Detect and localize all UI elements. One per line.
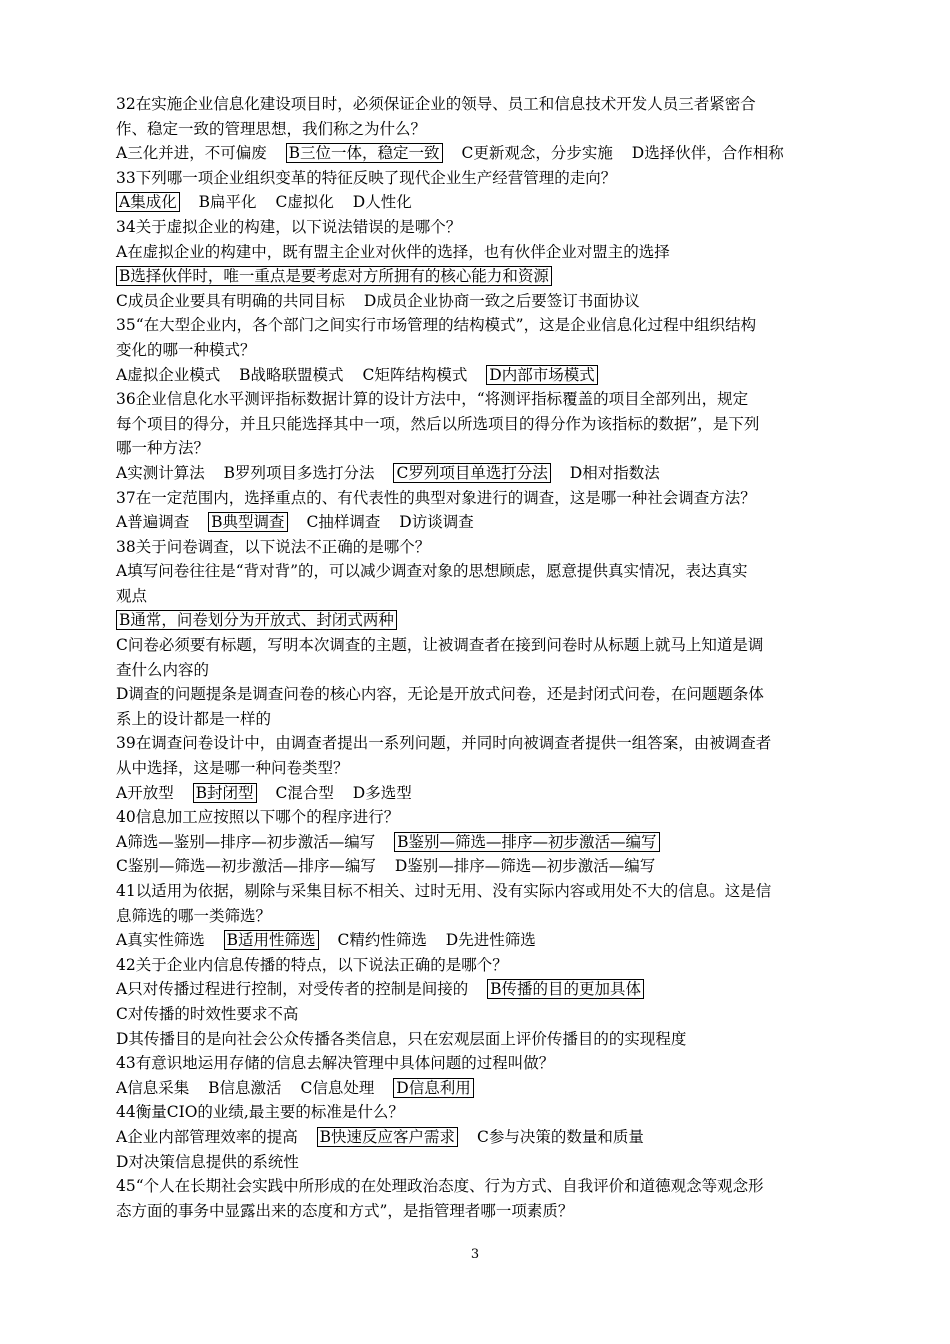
- question-36-stem-cont2: 哪一种方法？: [116, 439, 210, 458]
- question-34-stem: 34关于虚拟企业的构建，以下说法错误的是哪个？: [116, 217, 462, 236]
- answer-option-b: B封闭型: [193, 783, 257, 803]
- option-c: C鉴别—筛选—初步激活—排序—编写: [116, 857, 376, 876]
- option-a: A开放型: [116, 783, 174, 802]
- option-a: A只对传播过程进行控制，对受传者的控制是间接的: [116, 980, 469, 999]
- answer-option-b: B三位一体，稳定一致: [286, 143, 443, 163]
- option-d: D成员企业协商一致之后要签订书面协议: [363, 291, 640, 310]
- option-b: B罗列项目多选打分法: [223, 463, 375, 482]
- option-c: C参与决策的数量和质量: [476, 1127, 644, 1146]
- option-d: D人性化: [352, 193, 412, 212]
- question-38-option-c: C问卷必须要有标题，写明本次调查的主题，让被调查者在接到问卷时从标题上就马上知道是调: [116, 636, 764, 655]
- question-34-options-cd: [116, 289, 846, 314]
- question-42-options-ab: [116, 977, 846, 1002]
- option-c: C成员企业要具有明确的共同目标: [116, 291, 345, 310]
- option-d: D访谈调查: [399, 513, 474, 532]
- question-38-option-d: D调查的问题提条是调查问卷的核心内容，无论是开放式问卷，还是封闭式问卷，在问题题条体: [116, 685, 764, 704]
- option-b: B扁平化: [198, 193, 257, 212]
- option-c: C虚拟化: [275, 193, 334, 212]
- question-39-stem-cont: 从中选择，这是哪一种问卷类型？: [116, 759, 349, 778]
- question-37-options: [116, 510, 846, 535]
- answer-option-b: B传播的目的更加具体: [487, 979, 644, 999]
- question-45-stem: 45“个人在长期社会实践中所形成的在处理政治态度、行为方式、自我评价和道德观念等观念形: [116, 1177, 764, 1196]
- option-c: C混合型: [275, 783, 334, 802]
- question-41-options: [116, 928, 846, 953]
- question-42-option-c: C对传播的时效性要求不高: [116, 1004, 299, 1023]
- question-38-option-b-line: [116, 608, 846, 633]
- option-a: A信息采集: [116, 1078, 190, 1097]
- answer-option-b: B适用性筛选: [224, 930, 319, 950]
- option-d: D选择伙伴，合作相称: [631, 144, 784, 163]
- question-36-stem-cont: 每个项目的得分，并且只能选择其中一项，然后以所选项目的得分作为该指标的数据”，是下列: [116, 414, 760, 433]
- option-c: C信息处理: [300, 1078, 375, 1097]
- answer-option-b: B典型调查: [208, 512, 287, 532]
- question-39-stem: 39在调查问卷设计中，由调查者提出一系列问题，并同时向被调查者提供一组答案，由被调查者: [116, 734, 772, 753]
- question-36-stem: 36企业信息化水平测评指标数据计算的设计方法中，“将测评指标覆盖的项目全部列出，规定: [116, 390, 749, 409]
- option-b: B信息激活: [208, 1078, 282, 1097]
- question-43-options: [116, 1076, 846, 1101]
- option-d: D相对指数法: [569, 463, 660, 482]
- answer-option-d: D内部市场模式: [486, 365, 597, 385]
- option-a: A企业内部管理效率的提高: [116, 1127, 298, 1146]
- option-d: D先进性筛选: [445, 931, 536, 950]
- question-32-stem: 32在实施企业信息化建设项目时，必须保证企业的领导、员工和信息技术开发人员三者紧密合: [116, 95, 756, 113]
- question-40-options-ab: [116, 830, 846, 855]
- option-d: D鉴别—排序—筛选—初步激活—编写: [394, 857, 656, 876]
- question-41-stem-cont: 息筛选的哪一类筛选？: [116, 906, 272, 925]
- option-a: A实测计算法: [116, 463, 205, 482]
- answer-option-b: B通常，问卷划分为开放式、封闭式两种: [116, 610, 397, 630]
- option-c: C矩阵结构模式: [362, 365, 468, 384]
- question-34-option-a: A在虚拟企业的构建中，既有盟主企业对伙伴的选择，也有伙伴企业对盟主的选择: [116, 242, 670, 261]
- question-35-options: [116, 363, 846, 388]
- question-42-option-d: D其传播目的是向社会公众传播各类信息，只在宏观层面上评价传播目的的实现程度: [116, 1029, 687, 1048]
- question-34-option-b-line: [116, 264, 846, 289]
- question-44-options-abc: [116, 1125, 846, 1150]
- question-44-option-d: D对决策信息提供的系统性: [116, 1152, 299, 1171]
- answer-option-b: B选择伙伴时，唯一重点是要考虑对方所拥有的核心能力和资源: [116, 266, 552, 286]
- answer-option-b: B快速反应客户需求: [317, 1127, 458, 1147]
- question-40-stem: 40信息加工应按照以下哪个的程序进行？: [116, 808, 400, 827]
- answer-option-d: D信息利用: [393, 1078, 473, 1098]
- question-38-option-c-cont: 查什么内容的: [116, 660, 210, 679]
- option-a: A三化并进，不可偏废: [116, 144, 267, 163]
- question-38-option-a-cont: 观点: [116, 586, 148, 605]
- question-33-stem: 33下列哪一项企业组织变革的特征反映了现代企业生产经营管理的走向？: [116, 168, 617, 187]
- option-c: C精约性筛选: [337, 931, 427, 950]
- question-36-options: [116, 461, 846, 486]
- option-c: C更新观念，分步实施: [461, 144, 613, 163]
- question-38-stem: 38关于问卷调查，以下说法不正确的是哪个？: [116, 537, 431, 556]
- answer-option-c: C罗列项目单选打分法: [393, 463, 550, 483]
- question-38-option-a: A填写问卷往往是“背对背”的，可以减少调查对象的思想顾虑，愿意提供真实情况，表达真实: [116, 562, 748, 581]
- option-a: A普遍调查: [116, 513, 190, 532]
- question-40-options-cd: [116, 854, 846, 879]
- question-39-options: [116, 781, 846, 806]
- answer-option-b: B鉴别—筛选—排序—初步激活—编写: [394, 832, 659, 852]
- question-44-stem: 44衡量CIO的业绩,最主要的标准是什么？: [116, 1103, 404, 1122]
- option-a: A虚拟企业模式: [116, 365, 221, 384]
- question-38-option-d-cont: 系上的设计都是一样的: [116, 709, 272, 728]
- answer-option-a: A集成化: [116, 192, 180, 212]
- question-35-stem: 35“在大型企业内，各个部门之间实行市场管理的结构模式”，这是企业信息化过程中组织结构: [116, 316, 757, 335]
- question-32-options: [116, 141, 846, 166]
- option-b: B战略联盟模式: [239, 365, 344, 384]
- question-37-stem: 37在一定范围内，选择重点的、有代表性的典型对象进行的调查，这是哪一种社会调查方法？: [116, 488, 756, 507]
- question-list: [116, 92, 846, 1223]
- option-a: A筛选—鉴别—排序—初步激活—编写: [116, 832, 376, 851]
- question-41-stem: 41以适用为依据，剔除与采集目标不相关、过时无用、没有实际内容或用处不大的信息。这是信: [116, 882, 772, 900]
- question-43-stem: 43有意识地运用存储的信息去解决管理中具体问题的过程叫做？: [116, 1054, 555, 1073]
- question-35-stem-cont: 变化的哪一种模式？: [116, 340, 256, 359]
- question-42-stem: 42关于企业内信息传播的特点，以下说法正确的是哪个？: [116, 955, 508, 974]
- question-33-options: [116, 190, 846, 215]
- option-d: D多选型: [352, 783, 412, 802]
- page-number: 3: [470, 1247, 480, 1262]
- option-c: C抽样调查: [306, 513, 381, 532]
- question-45-stem-cont: 态方面的事务中显露出来的态度和方式”，是指管理者哪一项素质？: [116, 1201, 574, 1220]
- question-32-stem-cont: 作、稳定一致的管理思想，我们称之为什么？: [116, 119, 427, 138]
- option-a: A真实性筛选: [116, 931, 205, 950]
